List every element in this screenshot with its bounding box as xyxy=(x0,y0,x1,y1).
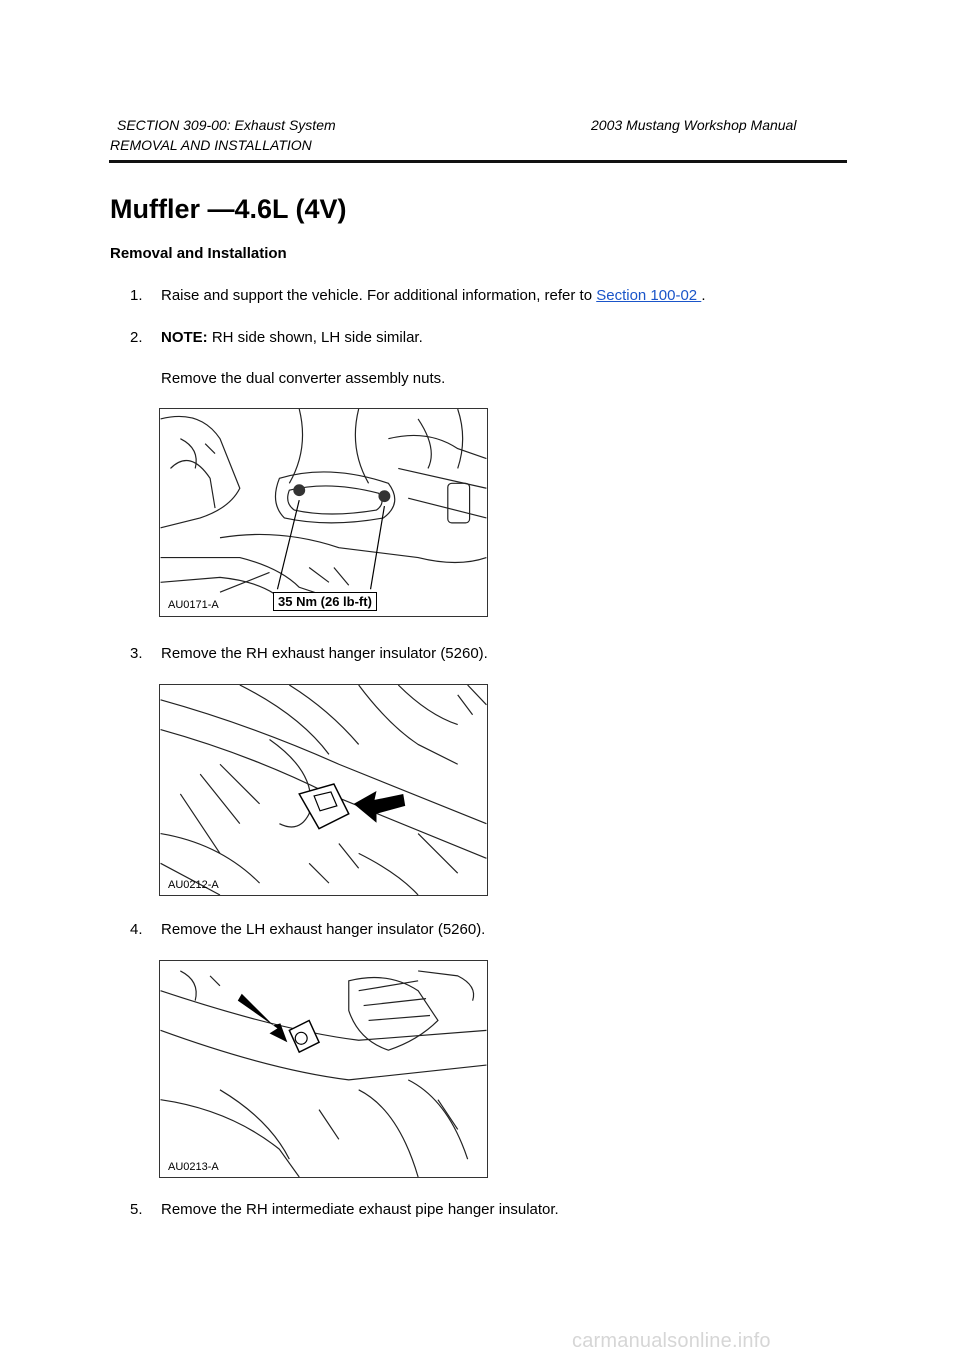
step-4-number: 4. xyxy=(130,921,143,938)
figure-id: AU0213-A xyxy=(168,1161,219,1173)
page-title: Muffler —4.6L (4V) xyxy=(110,194,347,224)
step-1-text xyxy=(161,287,705,304)
step-3-text: Remove the RH exhaust hanger insulator (5260). xyxy=(161,645,488,662)
header-divider xyxy=(109,160,847,163)
figure-id: AU0171-A xyxy=(168,599,219,611)
converter-nuts-illustration xyxy=(160,409,487,616)
rh-hanger-illustration xyxy=(160,685,487,895)
figure-au0171 xyxy=(159,408,488,617)
figure-id: AU0212-A xyxy=(168,879,219,891)
header-manual-title: 2003 Mustang Workshop Manual xyxy=(591,117,797,133)
note-text: RH side shown, LH side similar. xyxy=(207,329,423,346)
step-2-note xyxy=(161,329,423,346)
header-section: SECTION 309-00: Exhaust System xyxy=(117,117,336,133)
lh-hanger-illustration xyxy=(160,961,487,1177)
procedure-heading: Removal and Installation xyxy=(110,245,287,262)
figure-au0213 xyxy=(159,960,488,1178)
step-2-number: 2. xyxy=(130,329,143,346)
figure-au0212 xyxy=(159,684,488,896)
section-100-02-link[interactable]: Section 100-02 xyxy=(596,287,702,304)
step-4-text: Remove the LH exhaust hanger insulator (5260). xyxy=(161,921,486,938)
step-5-text: Remove the RH intermediate exhaust pipe hanger insulator. xyxy=(161,1201,559,1218)
step-3-number: 3. xyxy=(130,645,143,662)
note-label: NOTE: xyxy=(161,329,208,346)
step-1-number: 1. xyxy=(130,287,143,304)
step-2-text: Remove the dual converter assembly nuts. xyxy=(161,370,446,387)
header-subsection: REMOVAL AND INSTALLATION xyxy=(110,137,312,153)
torque-callout: 35 Nm (26 lb-ft) xyxy=(273,592,377,611)
step-5-number: 5. xyxy=(130,1201,143,1218)
step-1-tail: . xyxy=(701,287,706,304)
step-1-lead: Raise and support the vehicle. For additional information, refer to xyxy=(161,287,597,304)
watermark: carmanualsonline.info xyxy=(572,1330,771,1352)
